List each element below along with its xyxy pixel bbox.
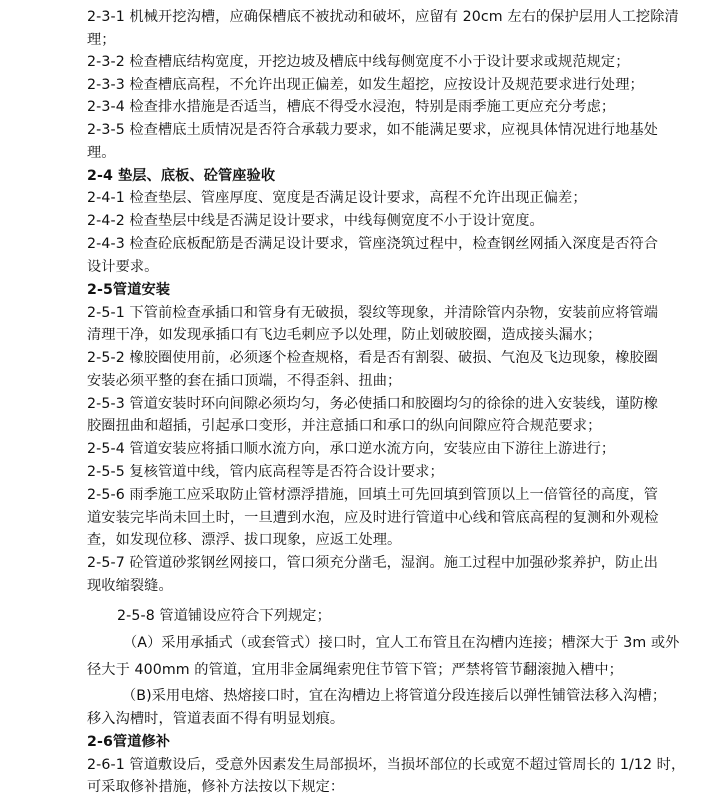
text-line: 2-5-6 雨季施工应采取防止管材漂浮措施，回填土可先回填到管顶以上一倍管径的高度，管 [87, 487, 659, 503]
text-line: 道安装完毕尚未回土时，一旦遭到水泡，应及时进行管道中心线和管底高程的复测和外观检 [87, 510, 659, 526]
text-line: 2-5-3 管道安装时环向间隙必须均匀，务必使插口和胶圈均匀的徐徐的进入安装线，谨防橡 [87, 396, 659, 412]
text-line: 2-3-4 检查排水措施是否适当，槽底不得受水浸泡，特别是雨季施工更应充分考虑； [87, 99, 616, 115]
text-line: 径大于 400mm 的管道，宜用非金属绳索兜住节管下管；严禁将管节翻滚抛入槽中； [87, 662, 623, 678]
text-line: 2-3-2 检查槽底结构宽度，开挖边坡及槽底中线每侧宽度不小于设计要求或规范规定； [87, 54, 630, 70]
text-line: 2-4-3 检查砼底板配筋是否满足设计要求，管座浇筑过程中，检查钢丝网插入深度是否符合 [87, 236, 659, 252]
text-line: 2-6-1 管道敷设后，受意外因素发生局部损坏，当损坏部位的长或宽不超过管周长的 1/12 时， [87, 757, 686, 773]
section-heading: 2-5管道安装 [87, 282, 171, 298]
text-line: 清理干净，如发现承插口有飞边毛刺应予以处理，防止划破胶圈，造成接头漏水； [87, 327, 602, 343]
text-line: 2-5-7 砼管道砂浆钢丝网接口，管口须充分凿毛，湿润。施工过程中加强砂浆养护，防止出 [87, 555, 659, 571]
text-line: 2-3-3 检查槽底高程，不允许出现正偏差，如发生超挖，应按设计及规范要求进行处理； [87, 77, 644, 93]
text-line: 可采取修补措施，修补方法按以下规定： [87, 779, 345, 795]
text-line: 理； [87, 32, 116, 48]
text-line: 查，如发现位移、漂浮、拔口现象，应返工处理。 [87, 532, 402, 548]
text-line: 现收缩裂缝。 [87, 578, 173, 594]
section-heading: 2-6管道修补 [87, 734, 171, 750]
text-line: 安装必须平整的套在插口顶端，不得歪斜、扭曲； [87, 373, 402, 389]
text-line: 理。 [87, 145, 116, 161]
text-line: 2-3-1 机械开挖沟槽，应确保槽底不被扰动和破坏，应留有 20cm 左右的保护层用人工挖除清 [87, 9, 679, 25]
text-line: 2-5-5 复核管道中线，管内底高程等是否符合设计要求； [87, 464, 444, 480]
text-line: （B)采用电熔、热熔接口时，宜在沟槽边上将管道分段连接后以弹性铺管法移入沟槽； [122, 688, 667, 704]
text-line: 设计要求。 [87, 259, 159, 275]
text-line: 2-4-1 检查垫层、管座厚度、宽度是否满足设计要求，高程不允许出现正偏差； [87, 190, 587, 206]
text-line: 2-4-2 检查垫层中线是否满足设计要求，中线每侧宽度不小于设计宽度。 [87, 213, 544, 229]
text-line: 2-5-1 下管前检查承插口和管身有无破损，裂纹等现象，并清除管内杂物，安装前应将管端 [87, 305, 659, 321]
text-line: 2-5-8 管道铺设应符合下列规定； [117, 608, 331, 624]
text-line: 2-3-5 检查槽底土质情况是否符合承载力要求，如不能满足要求，应视具体情况进行地基处 [87, 122, 659, 138]
text-line: 移入沟槽时，管道表面不得有明显划痕。 [87, 711, 345, 727]
text-line: 2-5-2 橡胶圈使用前，必须逐个检查规格，看是否有割裂、破损、气泡及飞边现象，橡胶圈 [87, 350, 659, 366]
text-line: 胶圈扭曲和超插，引起承口变形，并注意插口和承口的纵向间隙应符合规范要求； [87, 418, 602, 434]
text-line: 2-5-4 管道安装应将插口顺水流方向，承口逆水流方向，安装应由下游往上游进行； [87, 441, 616, 457]
text-line: （A）采用承插式（或套管式）接口时，宜人工布管且在沟槽内连接；槽深大于 3m 或外 [123, 635, 680, 651]
section-heading: 2-4 垫层、底板、砼管座验收 [87, 168, 276, 184]
